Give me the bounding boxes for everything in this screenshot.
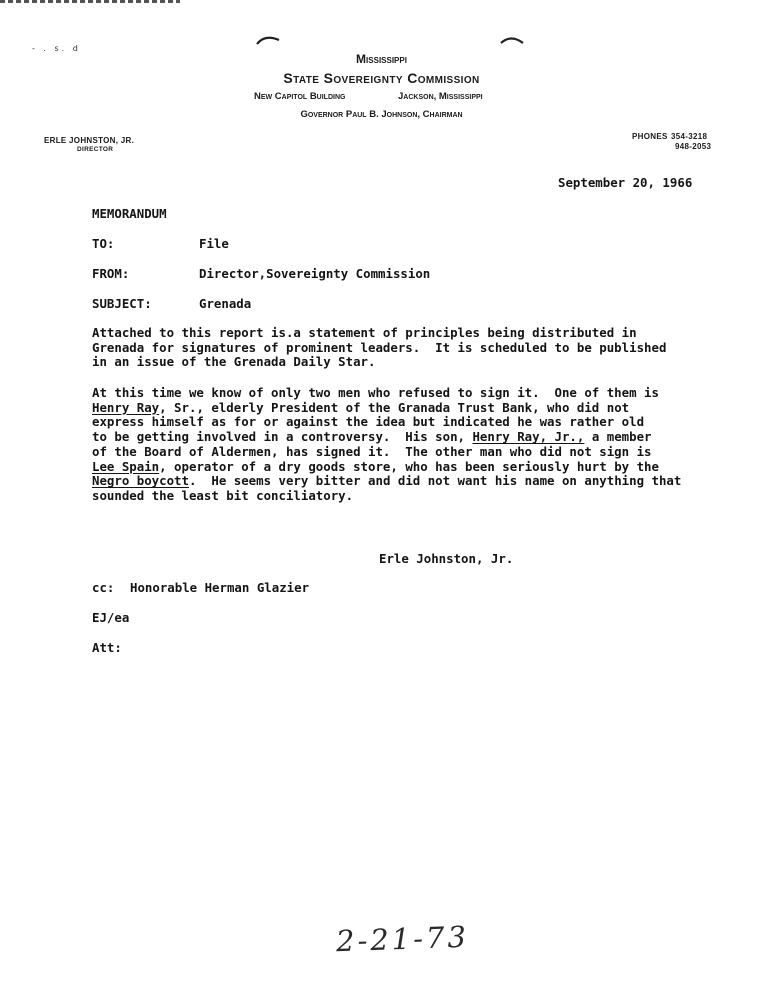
name-lee-spain: Lee Spain [92,458,160,474]
name-henry-ray-sr: Henry Ray [92,399,160,415]
body-line: express himself as for or against the idea but indicated he was rather old [92,414,645,430]
to-label: TO: [92,236,115,251]
letterhead-tick-left [255,34,281,46]
letterhead-commission: State Sovereignty Commission [283,70,480,86]
body-line: , operator of a dry goods store, who has been seriously hurt by the [159,458,659,474]
cc-label: cc: [92,580,115,595]
body-paragraph-2 [92,386,681,504]
letterhead-governor: Governor Paul B. Johnson, Chairman [300,109,463,120]
attachment-label: Att: [92,640,122,655]
handwritten-date-note: 2-21-73 [335,919,470,959]
from-label: FROM: [92,266,130,281]
margin-marks: - . s. d [32,44,81,53]
letterhead-tick-right [499,34,525,46]
body-line: . He seems very bitter and did not want his name on anything that [188,473,682,489]
to-value: File [199,236,229,251]
phone-number-1: 354-3218 [671,132,708,141]
body-line: Attached to this report is.a statement of principles being distributed in [92,325,637,340]
director-name: ERLE JOHNSTON, JR. [44,136,135,145]
body-paragraph-1 [92,326,666,370]
cc-recipient: Honorable Herman Glazier [130,580,310,595]
body-line: Grenada for signatures of prominent leaders. It is scheduled to be published [92,339,667,355]
body-line: of the Board of Aldermen, has signed it. The other man who did not sign is [92,443,652,459]
signature-name: Erle Johnston, Jr. [379,551,514,566]
phone-number-2: 948-2053 [675,142,712,151]
letterhead-building: New Capitol Building [254,91,346,102]
scan-edge-dashes [0,0,180,3]
name-henry-ray-jr: Henry Ray, Jr., [472,429,585,445]
negro-boycott-phrase: Negro boycott [92,473,189,489]
body-line: sounded the least bit conciliatory. [92,487,354,503]
typist-initials: EJ/ea [92,610,130,625]
memo-date: September 20, 1966 [558,175,693,190]
body-line: , Sr., elderly President of the Granada Trust Bank, who did not [159,399,630,415]
letterhead-state: Mississippi [356,52,407,66]
director-title: DIRECTOR [77,146,114,153]
subject-value: Grenada [199,296,252,311]
body-line: a member [584,429,652,445]
letterhead-city: Jackson, Mississippi [398,91,483,102]
subject-label: SUBJECT: [92,296,152,311]
body-line: to be getting involved in a controversy. His son, [92,429,473,445]
body-line: in an issue of the Grenada Daily Star. [92,354,376,370]
memo-title: MEMORANDUM [92,206,167,221]
body-line: At this time we know of only two men who refused to sign it. One of them is [92,385,659,400]
from-value: Director,Sovereignty Commission [199,266,431,281]
phones-label: PHONES [632,132,668,141]
